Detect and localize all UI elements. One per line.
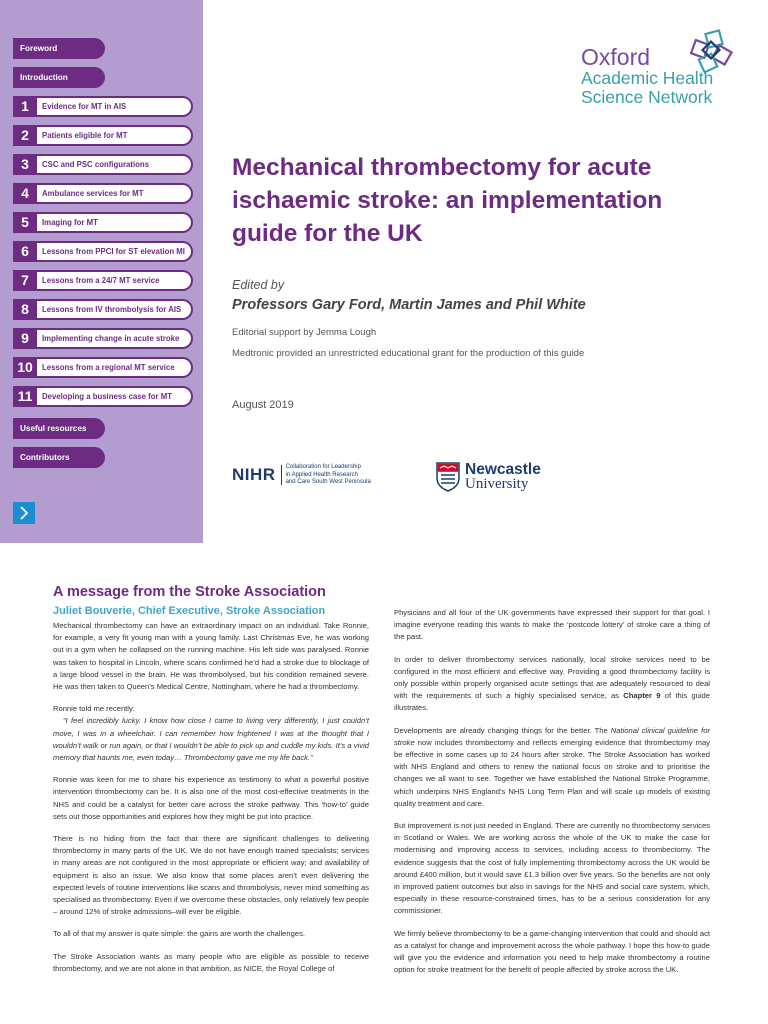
nav-chapter-9[interactable] <box>13 328 193 349</box>
paragraph <box>53 703 369 764</box>
nihr-subtitle-line: Collaboration for Leadership <box>285 464 361 470</box>
chapter-9-link[interactable]: Chapter 9 <box>623 691 661 701</box>
chapter-label: Lessons from PPCI for ST elevation MI <box>37 241 193 262</box>
quote-intro: Ronnie told me recently: <box>53 704 135 714</box>
nav-chapter-5[interactable] <box>13 212 193 233</box>
newcastle-line: Newcastle <box>465 461 541 478</box>
nihr-clahrc-logo <box>232 464 371 487</box>
oxford-ahsn-logo <box>581 32 751 118</box>
newcastle-wordmark <box>465 462 541 492</box>
chapter-number: 1 <box>13 96 37 117</box>
nav-chapter-3[interactable] <box>13 154 193 175</box>
paragraph: There is no hiding from the fact that there are significant challenges to delivering thrombectomy in many parts of the UK. We do not have enough trained specialists; services in many areas are not configured in the most appropriate or efficient way; and availability of equipment is also an issue. We also know that some places aren’t even delivering the expected levels of routine interventions like scans and thrombolysis, never mind something as specialised as thrombectomy. Even if we overcome these obstacles, only relatively few people – around 12% of stroke admissions–will ever be eligible. <box>53 834 369 917</box>
nihr-subtitle-line: in Applied Health Research <box>285 471 358 478</box>
paragraph: Physicians and all four of the UK governments have expressed their support for that goal. I imagine everyone reading this wants to make the ‘postcode lottery’ of stroke care a thing of the past. <box>394 608 710 642</box>
chapter-number: 10 <box>13 357 37 378</box>
logo-line-oxford: Oxford <box>581 44 651 70</box>
chapter-label: Lessons from a regional MT service <box>37 357 193 378</box>
newcastle-university-logo <box>436 462 541 492</box>
nav-foreword[interactable]: Foreword <box>13 38 105 59</box>
paragraph: The Stroke Association wants as many people who are eligible as possible to receive thrombectomy, and we are not alone in that ambition, as NICE, the Royal College of <box>53 951 369 973</box>
article-byline: Juliet Bouverie, Chief Executive, Stroke Association <box>53 605 326 617</box>
chapter-number: 9 <box>13 328 37 349</box>
nav-chapter-6[interactable] <box>13 241 193 262</box>
chapter-label: CSC and PSC configurations <box>37 154 193 175</box>
nihr-wordmark: NIHR <box>232 465 282 485</box>
chapter-label: Evidence for MT in AIS <box>37 96 193 117</box>
grant-statement: Medtronic provided an unrestricted educational grant for the production of this guide <box>232 348 585 359</box>
chapter-number: 5 <box>13 212 37 233</box>
document-title: Mechanical thrombectomy for acute ischaemic stroke: an implementation guide for the UK <box>232 154 663 247</box>
logo-line-network: Science Network <box>581 86 713 107</box>
edited-by-label: Edited by <box>232 278 285 292</box>
chapter-number: 3 <box>13 154 37 175</box>
chapter-label: Imaging for MT <box>37 212 193 233</box>
chapter-number: 4 <box>13 183 37 204</box>
paragraph: We firmly believe thrombectomy to be a game-changing intervention that could and should act as a catalyst for change and improvement across the whole pathway. I hope this how-to guide will give you the evidence and information you need to help make thrombectomy a routine option for stroke treatment for the benefit of people affected by stroke across the UK. <box>394 928 710 975</box>
chapter-number: 6 <box>13 241 37 262</box>
nav-chapter-2[interactable] <box>13 125 193 146</box>
chapter-label: Patients eligible for MT <box>37 125 193 146</box>
nav-useful-resources[interactable]: Useful resources <box>13 418 105 439</box>
nav-chapter-1[interactable] <box>13 96 193 117</box>
next-page-button[interactable] <box>13 502 35 524</box>
chapter-number: 2 <box>13 125 37 146</box>
nav-contributors[interactable]: Contributors <box>13 447 105 468</box>
chapter-label: Implementing change in acute stroke <box>37 328 193 349</box>
editorial-support: Editorial support by Jemma Lough <box>232 327 377 338</box>
chapter-number: 7 <box>13 270 37 291</box>
logo-line-academic: Academic Health <box>581 68 714 88</box>
paragraph: Mechanical thrombectomy can have an extraordinary impact on an individual. Take Ronnie, for example, a very fit young man with a young family. Last Christmas Eve, he was working out in a gym when he collapsed on the running machine. His left side was paralysed. Ronnie was taken to hospital in Lincoln, where scans confirmed he’d had a stroke due to blockage of a large blood vessel in the brain. He was thrombolysed, but his condition remained severe. He was then taken to Queen’s Medical Centre, Nottingham, where he had a thrombectomy. <box>53 621 369 692</box>
nav-introduction[interactable]: Introduction <box>13 67 105 88</box>
paragraph: To all of that my answer is quite simple: the gains are worth the challenges. <box>53 929 305 939</box>
chapter-label: Developing a business case for MT <box>37 386 193 407</box>
paragraph <box>394 654 710 715</box>
nihr-subtitle-line: and Care South West Peninsula <box>285 479 371 485</box>
text-run: In order to deliver thrombectomy services nationally, local stroke services need to be configured in the most efficient and effective way. Providing a good thrombectomy facility is only possible within properly organised acute settings that are adequately resourced to deal with the requirements of such a highly specialised service, as <box>394 654 710 701</box>
guideline-title: National clinical guideline for stroke <box>394 725 710 747</box>
paragraph: But improvement is not just needed in England. There are currently no thrombectomy services in Scotland or Wales. We are working across the whole of the UK to make the case for modernising and improving access to services, including access to thrombectomy. The evidence suggests that the cost of fully implementing thrombectomy across the UK would be around £400 million, but it would save £1.3 billion over five years. So the benefits are not only in improved patient outcomes but also in savings for the NHS and social care system, which, especially in these resource-constrained times, has to be a serious consideration for any commissioner. <box>394 821 711 916</box>
nav-chapter-4[interactable] <box>13 183 193 204</box>
nav-chapter-11[interactable] <box>13 386 193 407</box>
sidebar-nav-panel <box>0 0 203 543</box>
text-run: now includes thrombectomy and reflects emerging evidence that thrombectomy may be effective in some cases up to 24 hours after stroke. The Stroke Association has worked with NHS England and others to renew the national focus on stroke and to prioritise the changes we all want to see. Together we have established the National Stroke Programme, which underpins NHS England’s NHS Long Term Plan and will scale up models of existing quality treatment and care. <box>394 737 710 808</box>
nav-chapter-10[interactable] <box>13 357 193 378</box>
crest-icon <box>436 462 460 492</box>
patient-quote: “I feel incredibly lucky. I know how close I came to living very differently, I just couldn’t move, I was in a wheelchair. I can remember how frightened I was at the thought that I wouldn’t walk or run again, or that I wouldn’t be able to pick up and cuddle my kids. It’s a vivid memory that haunts me, even today… Thrombectomy gave me my life back.” <box>53 716 369 763</box>
editors-names: Professors Gary Ford, Martin James and Phil White <box>232 297 586 313</box>
nihr-subtitle <box>282 464 371 487</box>
chevron-right-icon <box>18 506 30 520</box>
chapter-number: 11 <box>13 386 37 407</box>
paragraph <box>394 725 710 810</box>
nav-chapter-8[interactable] <box>13 299 193 320</box>
chapter-label: Lessons from a 24/7 MT service <box>37 270 193 291</box>
article-column-right <box>394 607 710 986</box>
nav-chapter-7[interactable] <box>13 270 193 291</box>
chapter-label: Lessons from IV thrombolysis for AIS <box>37 299 193 320</box>
text-run: Developments are already changing things for the better. The <box>394 725 608 735</box>
publication-date: August 2019 <box>232 399 294 411</box>
university-line: University <box>465 476 529 492</box>
chapter-label: Ambulance services for MT <box>37 183 193 204</box>
article-column-left <box>53 620 369 985</box>
logo-wordmark <box>581 46 713 106</box>
article-heading: A message from the Stroke Association <box>53 584 326 600</box>
paragraph: Ronnie was keen for me to share his experience as testimony to what a powerful positive intervention thrombectomy can be. It is also one of the most cost-effective treatments in the NHS and could be a catalyst for better care across the stroke pathway. This ‘how-to’ guide sets out those opportunities and explores how they might be put into practice. <box>53 775 369 821</box>
text-run: of this guide illustrates. <box>394 691 710 713</box>
chapter-number: 8 <box>13 299 37 320</box>
